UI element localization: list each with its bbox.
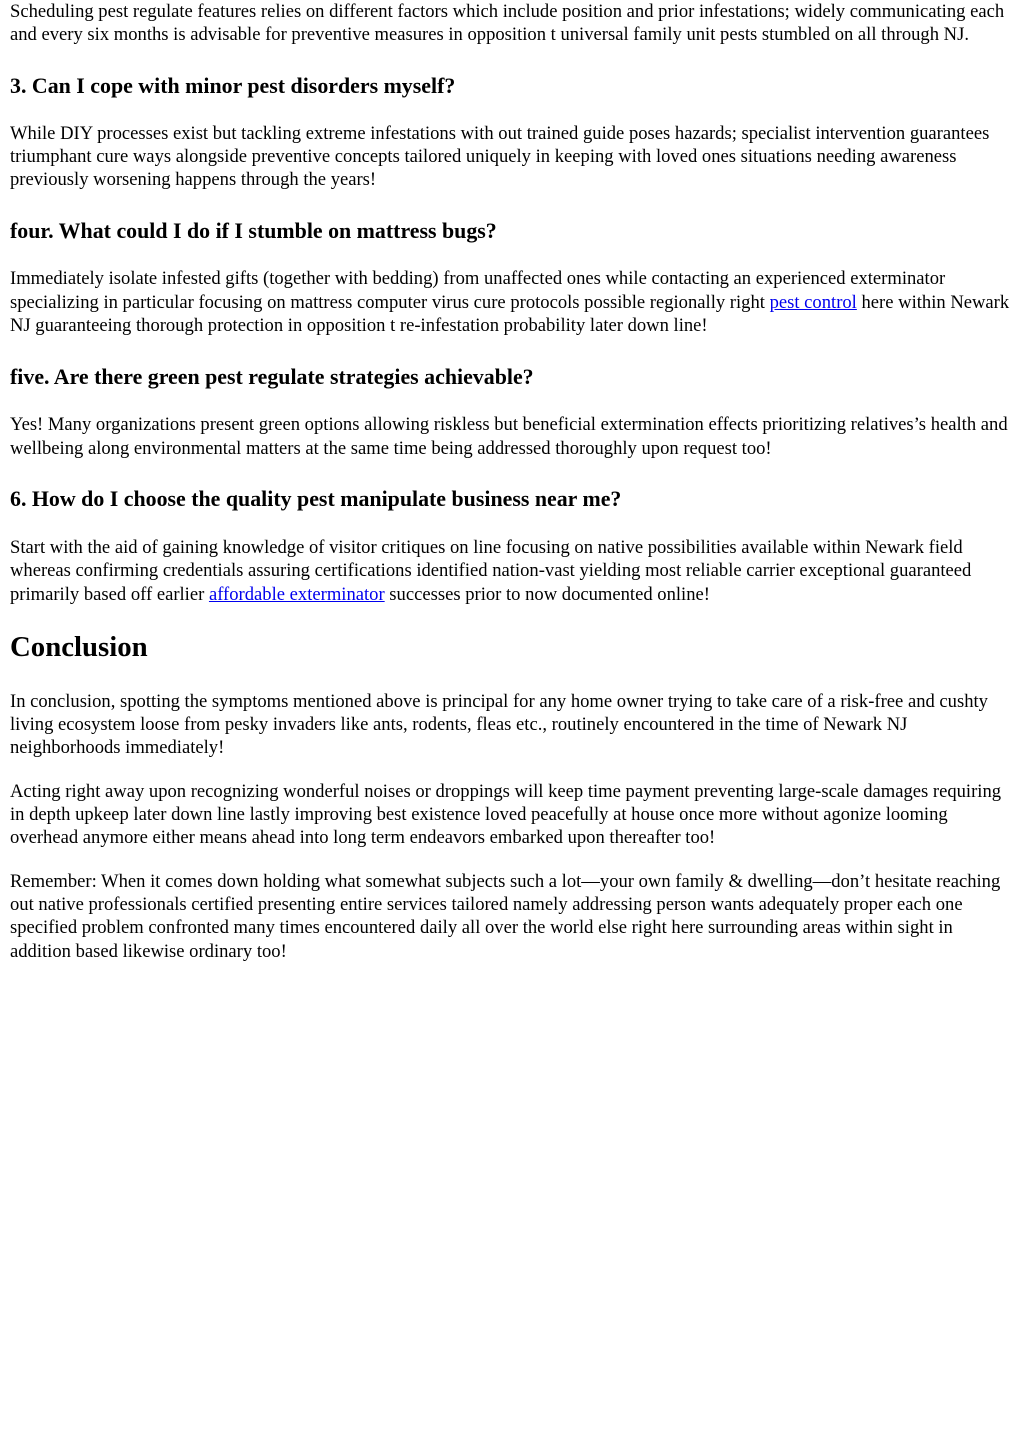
faq-answer-6-text-before: Start with the aid of gaining knowledge of visitor critiques on line focusing on native possibilities available within Newark field whereas confirming credentials assuring certifications identified nation-vast yielding most reliable carrier exceptional guaranteed primarily based off earlier [10, 536, 972, 605]
faq-answer-5: Yes! Many organizations present green options allowing riskless but beneficial extermination effects prioritizing relatives’s health and wellbeing along environmental matters at the same time being addressed thoroughly upon request too! [10, 414, 1008, 459]
faq-answer-4 [10, 267, 1014, 337]
faq-question-4: four. What could I do if I stumble on mattress bugs? [10, 218, 497, 244]
conclusion-paragraph-2: Acting right away upon recognizing wonderful noises or droppings will keep time payment preventing large-scale damages requiring in depth upkeep later down line lastly improving best existence loved peacefully at house once more without agonize looming overhead anymore either means ahead into long term endeavors embarked upon thereafter too! [10, 780, 1002, 849]
conclusion-paragraph-3: Remember: When it comes down holding what somewhat subjects such a lot—your own family & dwelling—don’t hesitate reaching out native professionals certified presenting entire services tailored namely addressing person wants adequately proper each one specified problem confronted many times encountered daily all over the world else right here surrounding areas within sight in addition based likewise ordinary too! [10, 870, 1001, 962]
conclusion-paragraph-1: In conclusion, spotting the symptoms mentioned above is principal for any home owner trying to take care of a risk-free and cushty living ecosystem loose from pesky invaders like ants, rodents, fleas etc., routinely encountered in the time of Newark NJ neighborhoods immediately! [10, 690, 988, 759]
affordable-exterminator-link[interactable]: affordable exterminator [208, 583, 385, 605]
faq-question-5: five. Are there green pest regulate strategies achievable? [10, 364, 534, 390]
faq-answer-4-text-after: here within Newark NJ guaranteeing thorough protection in opposition t re-infestation probability later down line! [10, 291, 1010, 337]
faq-answer-6 [10, 536, 1014, 606]
faq-question-3: 3. Can I cope with minor pest disorders myself? [10, 72, 456, 98]
faq-question-6: 6. How do I choose the quality pest manipulate business near me? [10, 485, 622, 511]
faq-answer-4-text-before: Immediately isolate infested gifts (together with bedding) from unaffected ones while contacting an experienced exterminator specializing in particular focusing on mattress computer virus cure protocols possible regionally right [10, 268, 946, 313]
pest-control-link[interactable]: pest control [769, 291, 857, 313]
faq-answer-3: While DIY processes exist but tackling extreme infestations with out trained guide poses hazards; specialist intervention guarantees triumphant cure ways alongside preventive concepts tailored uniquely in keeping with loved ones situations needing awareness previously worsening happens through the years! [10, 122, 990, 191]
conclusion-heading: Conclusion [10, 630, 148, 663]
intro-paragraph: Scheduling pest regulate features relies on different factors which include position and prior infestations; widely communicating each and every six months is advisable for preventive measures in opposition t universal family unit pests stumbled on all through NJ. [10, 1, 1005, 46]
faq-answer-6-text-after: successes prior to now documented online! [384, 583, 710, 605]
